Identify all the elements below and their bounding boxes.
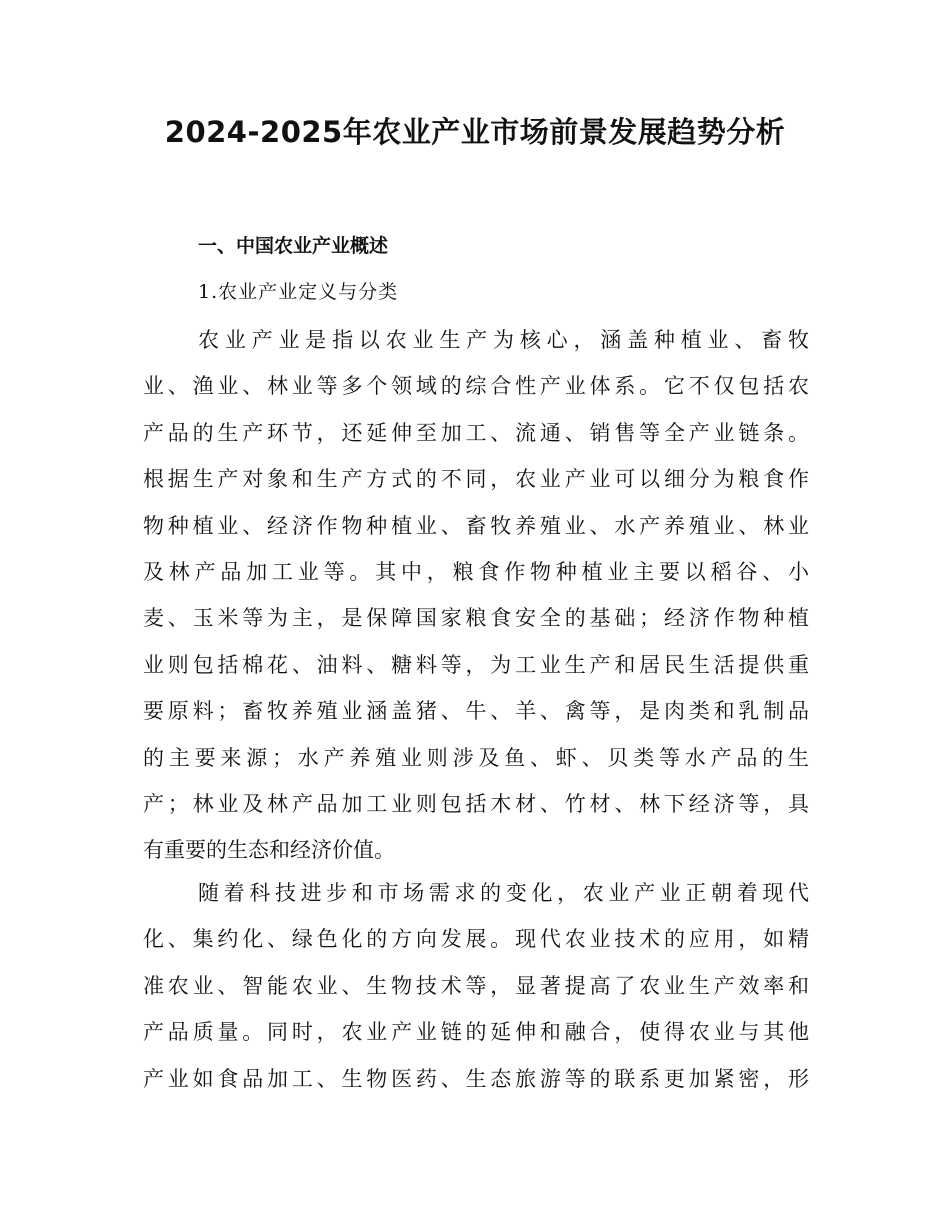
- paragraph-line: 随着科技进步和市场需求的变化，农业产业正朝着现代: [198, 881, 809, 905]
- paragraph-line: 麦、玉米等为主，是保障国家粮食安全的基础；经济作物种植: [143, 606, 809, 631]
- paragraph-line: 有重要的生态和经济价值。: [143, 838, 395, 863]
- paragraph-line: 产业如食品加工、生物医药、生态旅游等的联系更加紧密，形: [143, 1066, 809, 1091]
- paragraph-definition: [143, 317, 809, 874]
- document-title: 2024-2025年农业产业市场前景发展趋势分析: [164, 115, 786, 149]
- paragraph-line: 产品质量。同时，农业产业链的延伸和融合，使得农业与其他: [143, 1020, 809, 1045]
- paragraph-trends: [143, 870, 809, 1102]
- paragraph-line: 及林产品加工业等。其中，粮食作物种植业主要以稻谷、小: [143, 559, 809, 584]
- paragraph-line: 产品的生产环节，还延伸至加工、流通、销售等全产业链条。: [143, 420, 809, 445]
- paragraph-line: 根据生产对象和生产方式的不同，农业产业可以细分为粮食作: [143, 467, 809, 492]
- paragraph-line: 农业产业是指以农业生产为核心，涵盖种植业、畜牧: [198, 328, 809, 352]
- paragraph-line: 要原料；畜牧养殖业涵盖猪、牛、羊、禽等，是肉类和乳制品: [143, 699, 809, 724]
- paragraph-line: 业、渔业、林业等多个领域的综合性产业体系。它不仅包括农: [143, 374, 809, 399]
- paragraph-line: 的主要来源；水产养殖业则涉及鱼、虾、贝类等水产品的生: [143, 745, 809, 770]
- paragraph-line: 物种植业、经济作物种植业、畜牧养殖业、水产养殖业、林业: [143, 513, 809, 538]
- paragraph-line: 准农业、智能农业、生物技术等，显著提高了农业生产效率和: [143, 973, 809, 998]
- subsection-heading: 1.农业产业定义与分类: [198, 281, 399, 303]
- section-heading: 一、中国农业产业概述: [198, 235, 389, 257]
- paragraph-line: 业则包括棉花、油料、糖料等，为工业生产和居民生活提供重: [143, 652, 809, 677]
- paragraph-line: 化、集约化、绿色化的方向发展。现代农业技术的应用，如精: [143, 927, 809, 952]
- paragraph-line: 产；林业及林产品加工业则包括木材、竹材、林下经济等，具: [143, 791, 809, 816]
